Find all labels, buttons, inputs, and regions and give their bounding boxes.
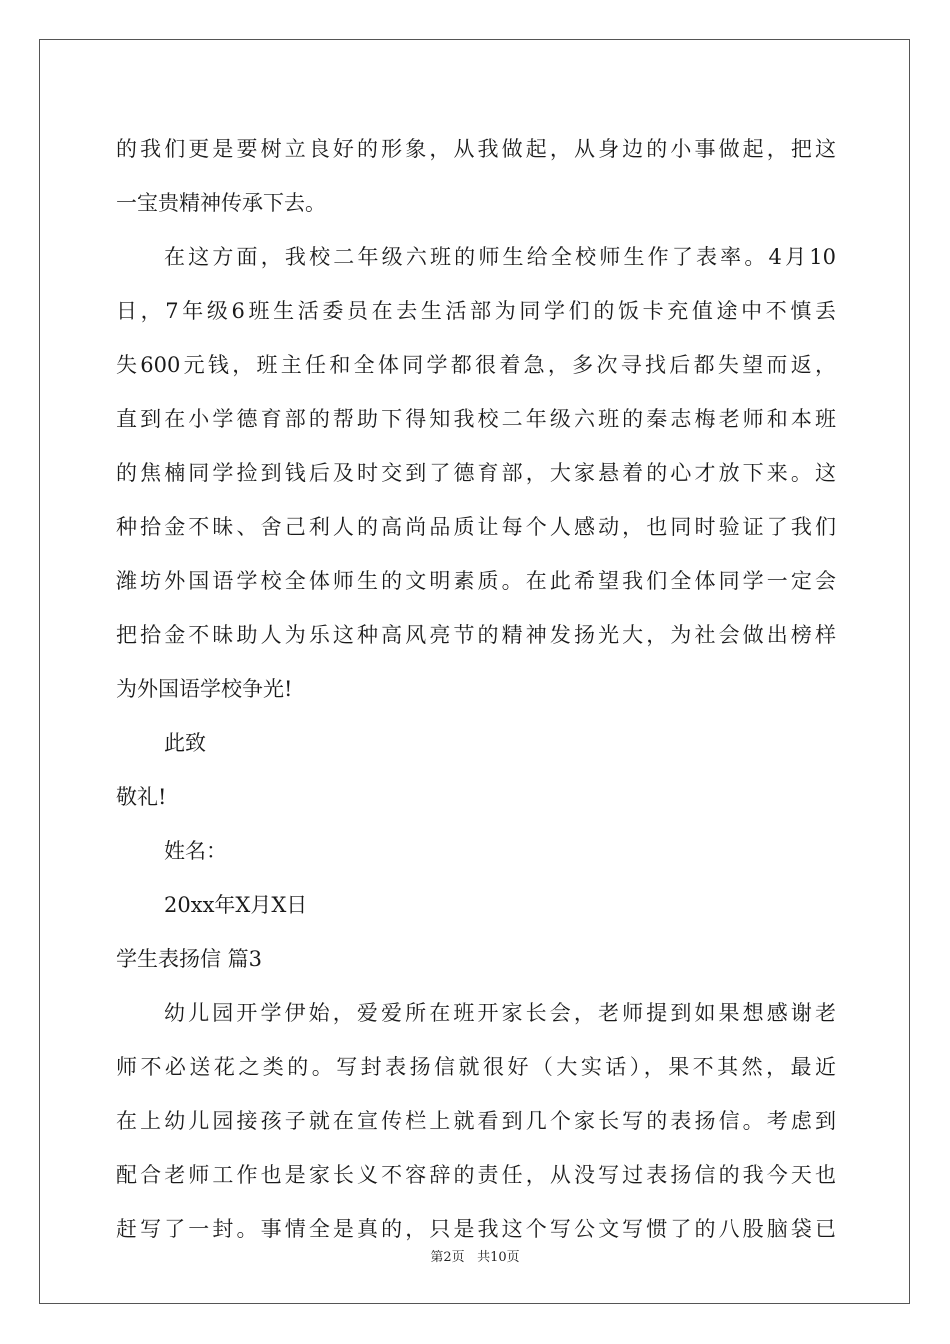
page-total: 共10页 <box>477 1250 520 1265</box>
document-body <box>116 122 836 1256</box>
paragraph-line: 赶写了一封。事情全是真的，只是我这个写公文写惯了的八股脑袋已 <box>116 1217 836 1241</box>
paragraph-line: 在这方面，我校二年级六班的师生给全校师生作了表率。4月10 <box>164 245 836 269</box>
paragraph-line: 的我们更是要树立良好的形象，从我做起，从身边的小事做起，把这 <box>116 137 836 161</box>
section-heading: 学生表扬信 篇3 <box>116 947 263 971</box>
paragraph-line: 把拾金不昧助人为乐这种高风亮节的精神发扬光大，为社会做出榜样 <box>116 623 836 647</box>
signature-date: 20xx年X月X日 <box>164 893 308 917</box>
signature-name: 姓名： <box>164 839 227 863</box>
closing-regards: 敬礼! <box>116 785 167 809</box>
page-footer <box>0 1246 950 1265</box>
paragraph-line: 日，7年级6班生活委员在去生活部为同学们的饭卡充值途中不慎丢 <box>116 299 836 323</box>
paragraph-line: 直到在小学德育部的帮助下得知我校二年级六班的秦志梅老师和本班 <box>116 407 836 431</box>
paragraph-line: 种拾金不昧、舍己利人的高尚品质让每个人感动，也同时验证了我们 <box>116 515 836 539</box>
paragraph-line: 一宝贵精神传承下去。 <box>116 191 326 215</box>
paragraph-line: 潍坊外国语学校全体师生的文明素质。在此希望我们全体同学一定会 <box>116 569 836 593</box>
paragraph-line: 幼儿园开学伊始，爱爱所在班开家长会，老师提到如果想感谢老 <box>164 1001 836 1025</box>
paragraph-line: 为外国语学校争光! <box>116 677 293 701</box>
paragraph-line: 配合老师工作也是家长义不容辞的责任，从没写过表扬信的我今天也 <box>116 1163 836 1187</box>
paragraph-line: 失600元钱，班主任和全体同学都很着急，多次寻找后都失望而返， <box>116 353 836 377</box>
paragraph-line: 的焦楠同学捡到钱后及时交到了德育部，大家悬着的心才放下来。这 <box>116 461 836 485</box>
paragraph-line: 在上幼儿园接孩子就在宣传栏上就看到几个家长写的表扬信。考虑到 <box>116 1109 836 1133</box>
paragraph-line: 师不必送花之类的。写封表扬信就很好（大实话），果不其然，最近 <box>116 1055 836 1079</box>
closing-salutation: 此致 <box>164 731 206 755</box>
page-number: 第2页 <box>430 1250 465 1265</box>
